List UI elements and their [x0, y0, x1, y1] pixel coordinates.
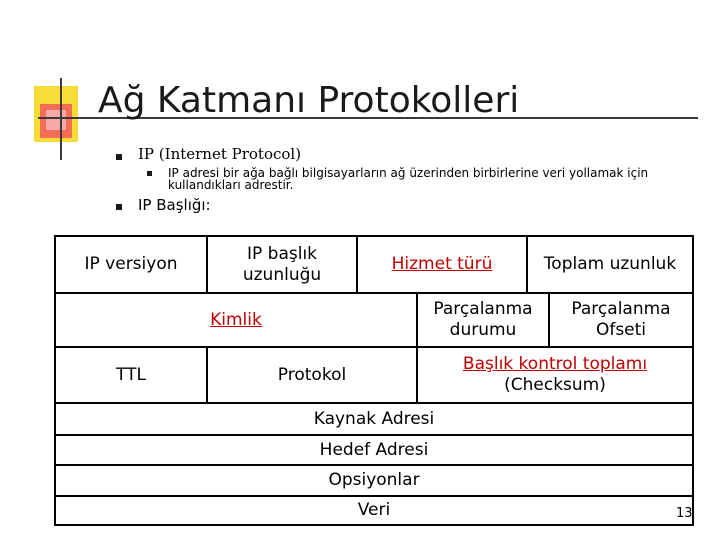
table-border-bottom — [54, 524, 694, 526]
service-type-link[interactable]: Hizmet türü — [391, 254, 493, 274]
cell-data — [56, 497, 692, 524]
cell-protocol-text: Protokol — [277, 364, 347, 385]
cell-destination-address — [56, 436, 692, 464]
cell-options — [56, 466, 692, 495]
cell-total-length — [528, 237, 692, 292]
page-number: 13 — [676, 506, 693, 521]
cell-ip-version — [56, 237, 206, 292]
cell-header-length — [208, 237, 356, 292]
cell-checksum — [418, 348, 692, 402]
cell-fragment-status-text: Parçalanma durumu — [433, 299, 533, 340]
cell-source-address — [56, 404, 692, 434]
cell-options-text: Opsiyonlar — [328, 470, 420, 490]
bullet-ip-header: IP Başlığı: — [138, 196, 211, 214]
checksum-link[interactable]: Başlık kontrol toplamı — [462, 354, 648, 374]
cell-identification — [56, 294, 416, 346]
cell-ip-version-text: IP versiyon — [84, 254, 178, 274]
cell-ttl-text: TTL — [116, 364, 146, 385]
cell-header-length-text: IP başlık uzunluğu — [242, 243, 322, 285]
cell-checksum-en-text: (Checksum) — [504, 375, 606, 395]
cell-total-length-text: Toplam uzunluk — [543, 254, 677, 274]
slide-title: Ağ Katmanı Protokolleri — [98, 80, 520, 121]
cell-fragment-offset — [550, 294, 692, 346]
bullet-ip-address-definition: IP adresi bir ağa bağlı bilgisayarların ağ üzerinden birbirlerine veri yollamak için kullandıkları adrestir. — [168, 166, 649, 192]
cell-ttl — [56, 348, 206, 402]
cell-destination-address-text: Hedef Adresi — [319, 439, 429, 460]
identification-link[interactable]: Kimlik — [210, 309, 262, 330]
cell-fragment-status — [418, 294, 548, 346]
cell-fragment-offset-text: Parçalanma Ofseti — [571, 299, 671, 340]
bullet-ip-protocol: IP (Internet Protocol) — [138, 145, 302, 163]
cell-protocol — [208, 348, 416, 402]
cell-source-address-text: Kaynak Adresi — [313, 408, 435, 429]
table-border-right — [692, 235, 694, 526]
cell-service-type — [358, 237, 526, 292]
cell-data-text: Veri — [357, 500, 391, 520]
